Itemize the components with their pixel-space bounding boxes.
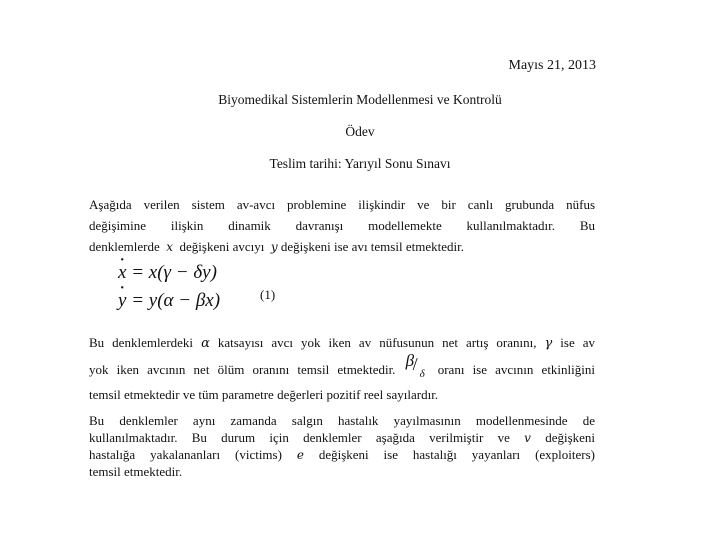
paragraph-line xyxy=(89,332,595,358)
text-fragment: yok iken avcının net ölüm oranını temsil etmektedir. xyxy=(89,362,396,377)
paragraph-epidemic xyxy=(89,412,595,480)
paragraph-line: Aşağıda verilen sistem av-avcı problemine ilişkindir ve bir canlı grubunda nüfus xyxy=(89,197,595,212)
equation-predator xyxy=(118,262,217,284)
text-fragment: değişkeni ise avı temsil etmektedir. xyxy=(280,239,464,254)
variable-y: y xyxy=(270,240,278,254)
paragraph-line xyxy=(89,446,595,463)
deadline-text: Teslim tarihi: Yarıyıl Sonu Sınavı xyxy=(269,156,451,171)
paragraph-line: temsil etmektedir. xyxy=(89,464,183,479)
equation-lhs: · x xyxy=(118,262,126,284)
beta-delta-ratio xyxy=(404,351,430,380)
paragraph-line: temsil etmektedir ve tüm parametre değerleri pozitif reel sayılardır. xyxy=(89,387,439,402)
paragraph-line: Bu denklemler aynı zamanda salgın hastalık yayılmasının modellenmesinde de xyxy=(89,413,595,428)
equation-prey xyxy=(118,290,220,312)
variable-v: v xyxy=(524,431,531,445)
variable-x: x xyxy=(166,240,174,254)
equation-lhs: · y xyxy=(118,290,126,312)
paragraph-line xyxy=(89,429,595,446)
text-fragment: denklemlerde xyxy=(89,239,160,254)
assignment-title: Ödev xyxy=(345,124,375,139)
text-fragment: oranı ise avcının etkinliğini xyxy=(437,362,595,377)
ratio-slash: / xyxy=(412,354,418,374)
text-fragment: değişkeni ise hastalığı yayanları (exploiters) xyxy=(318,447,595,462)
variable-e: e xyxy=(296,448,304,462)
paragraph-line: değişimine ilişkin dinamik davranışı modellemekte kullanılmaktadır. Bu xyxy=(89,218,595,233)
paragraph-line xyxy=(89,236,595,257)
text-fragment: değişkeni xyxy=(545,430,596,445)
equation-rhs: = x(γ − δy) xyxy=(131,262,217,283)
text-fragment: ise av xyxy=(560,335,596,350)
text-fragment: hastalığa yakalananları (victims) xyxy=(89,447,282,462)
text-fragment: Bu denklemlerdeki xyxy=(89,335,194,350)
course-title: Biyomedikal Sistemlerin Modellenmesi ve Kontrolü xyxy=(218,92,502,107)
equation-number: (1) xyxy=(260,287,276,302)
document-date: Mayıs 21, 2013 xyxy=(508,58,596,73)
alpha-symbol: α xyxy=(201,336,210,351)
text-fragment: değişkeni avcıyı xyxy=(179,239,265,254)
text-fragment: katsayısı avcı yok iken av nüfusunun net artış oranını, xyxy=(217,335,537,350)
gamma-symbol: γ xyxy=(544,336,553,351)
paragraph-intro xyxy=(89,194,595,257)
equation-rhs: = y(α − βx) xyxy=(131,290,221,311)
beta-symbol: β xyxy=(405,351,415,370)
delta-symbol: δ xyxy=(419,368,425,380)
paragraph-line xyxy=(89,351,595,384)
text-fragment: kullanılmaktadır. Bu durum için denklemler aşağıda verilmiştir ve xyxy=(89,430,510,445)
paragraph-parameters xyxy=(89,332,595,410)
